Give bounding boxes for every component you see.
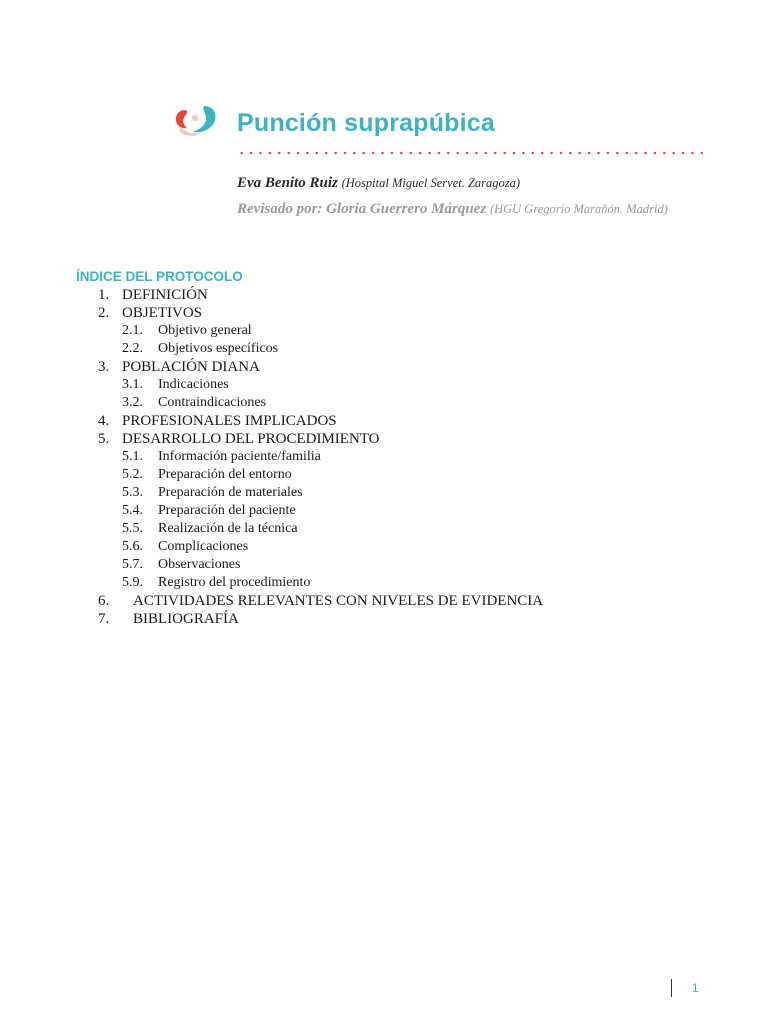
toc-item <box>0 574 768 592</box>
toc-item-label: PROFESIONALES IMPLICADOS <box>122 413 337 429</box>
toc-item-number: 5.2. <box>122 467 143 482</box>
toc-item-label: Preparación de materiales <box>158 485 303 500</box>
toc-item-number: 1. <box>98 287 110 303</box>
toc-item-number: 2. <box>98 305 110 321</box>
toc-item-number: 5.3. <box>122 485 143 500</box>
toc-item-label: DESARROLLO DEL PROCEDIMIENTO <box>122 431 380 447</box>
toc-item-label: Complicaciones <box>158 539 249 554</box>
toc-item <box>0 466 768 484</box>
toc-item-number: 2.1. <box>122 323 143 338</box>
toc-item-number: 7. <box>98 611 110 627</box>
toc-item-number: 5.9. <box>122 575 143 590</box>
toc-item-label: DEFINICIÓN <box>122 287 208 303</box>
toc-item <box>0 304 768 322</box>
toc-item-label: Preparación del entorno <box>158 467 292 482</box>
toc-item <box>0 538 768 556</box>
toc-item-number: 3. <box>98 359 110 375</box>
page-number-rule <box>671 979 672 997</box>
toc-item <box>0 322 768 340</box>
toc-item-label: Contraindicaciones <box>158 395 267 410</box>
toc-item-label: Realización de la técnica <box>158 521 298 536</box>
toc-item-number: 6. <box>98 593 110 609</box>
reviewer-line <box>237 201 668 218</box>
toc-item <box>0 412 768 430</box>
reviewer-affiliation: (HGU Gregorio Marañón. Madrid) <box>489 202 668 216</box>
reviewer-name: Revisado por: Gloria Guerrero Márquez <box>237 201 487 217</box>
toc-item <box>0 610 768 628</box>
dotted-divider <box>237 151 703 155</box>
toc-item-label: Objetivos específicos <box>158 341 279 356</box>
toc-item-label: ACTIVIDADES RELEVANTES CON NIVELES DE EVIDENCIA <box>133 593 544 609</box>
toc-item-number: 3.1. <box>122 377 143 392</box>
toc-item-number: 5.5. <box>122 521 143 536</box>
toc-item <box>0 358 768 376</box>
page-title: Punción suprapúbica <box>237 109 495 137</box>
toc-item <box>0 592 768 610</box>
toc-item <box>0 448 768 466</box>
toc-item <box>0 286 768 304</box>
author-affiliation: (Hospital Miguel Servet. Zaragoza) <box>341 176 521 190</box>
toc-item-number: 3.2. <box>122 395 143 410</box>
toc-item <box>0 520 768 538</box>
toc-item-label: Objetivo general <box>158 323 252 338</box>
toc-item <box>0 430 768 448</box>
toc-item-number: 5.6. <box>122 539 143 554</box>
toc-item-number: 2.2. <box>122 341 143 356</box>
toc-item-label: POBLACIÓN DIANA <box>122 359 260 375</box>
toc-item-label: Información paciente/familia <box>158 449 321 464</box>
toc-item-label: OBJETIVOS <box>122 305 203 321</box>
toc-item <box>0 376 768 394</box>
toc-item-number: 5.7. <box>122 557 143 572</box>
toc-item-number: 5. <box>98 431 110 447</box>
page-number: 1 <box>692 981 699 995</box>
toc-item-number: 5.1. <box>122 449 143 464</box>
author-name: Eva Benito Ruiz <box>237 175 338 191</box>
toc-item-number: 5.4. <box>122 503 143 518</box>
toc-heading: ÍNDICE DEL PROTOCOLO <box>76 269 243 284</box>
toc-list <box>0 286 768 628</box>
toc-item <box>0 502 768 520</box>
toc-item-label: Preparación del paciente <box>158 503 296 518</box>
logo-icon <box>173 104 219 140</box>
toc-item <box>0 394 768 412</box>
toc-item <box>0 484 768 502</box>
toc-item-label: Registro del procedimiento <box>158 575 311 590</box>
toc-item-label: Indicaciones <box>158 377 229 392</box>
toc-item-number: 4. <box>98 413 110 429</box>
toc-item <box>0 340 768 358</box>
author-line <box>237 175 520 192</box>
toc-item-label: Observaciones <box>158 557 241 572</box>
toc-item-label: BIBLIOGRAFÍA <box>133 611 239 627</box>
toc-item <box>0 556 768 574</box>
